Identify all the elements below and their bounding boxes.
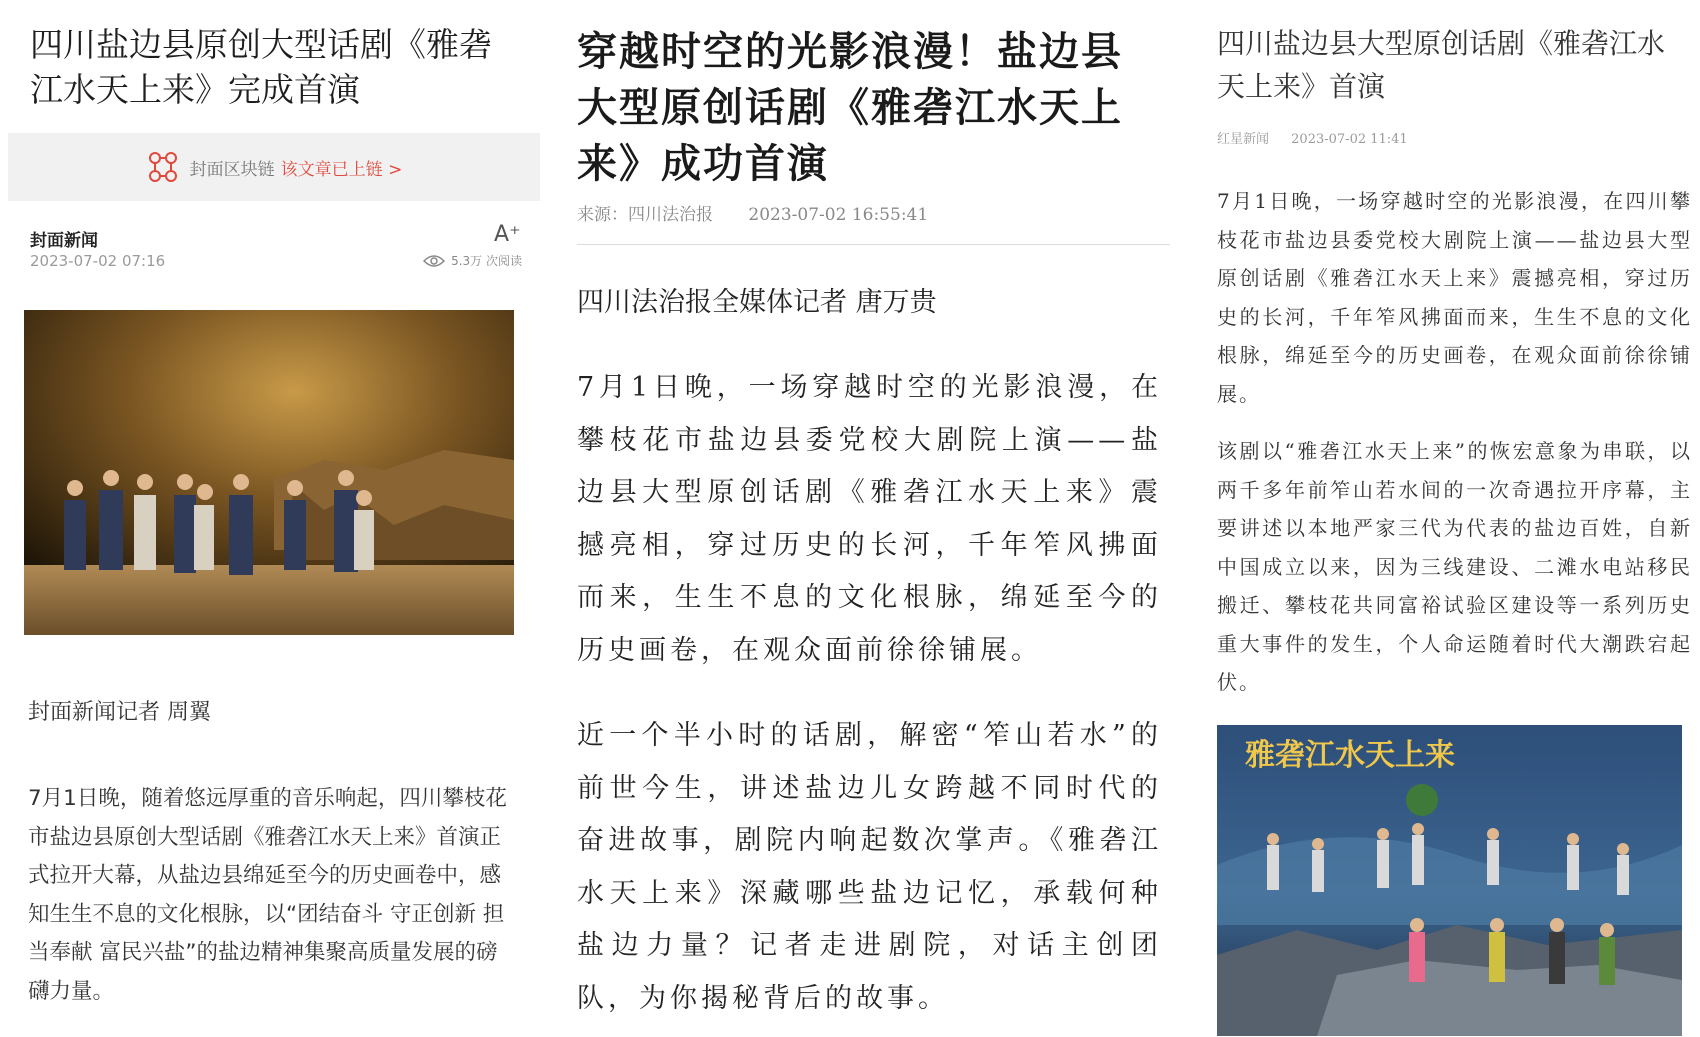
play-title-banner: 雅砻江水天上来 xyxy=(1245,738,1455,773)
article-title: 四川盐边县大型原创话剧《雅砻江水天上来》首演 xyxy=(1217,27,1666,103)
paragraph: 该剧以“雅砻江水天上来”的恢宏意象为串联，以两千多年前笮山若水间的一次奇遇拉开序幕，主要讲述以本地严家三代为代表的盐边百姓，自新中国成立以来，因为三线建设、二滩水电站移民搬迁、攀枝花共同富裕试验区建设等一系列历史重大事件的发生，个人命运随着时代大潮跌宕起伏。 xyxy=(1217,439,1692,694)
on-chain-link[interactable]: 该文章已上链 > xyxy=(280,159,403,180)
publish-time: 2023-07-02 11:41 xyxy=(1291,132,1408,147)
article-red-star-news xyxy=(1205,0,1700,1037)
source-name: 红星新闻 xyxy=(1217,132,1270,147)
stage-photo[interactable] xyxy=(24,310,514,635)
reporter-byline: 四川法治报全媒体记者 唐万贵 xyxy=(577,287,937,318)
article-meta xyxy=(577,200,928,225)
view-count-text: 5.3万 次阅读 xyxy=(451,254,522,268)
view-count xyxy=(423,252,522,269)
article-title: 四川盐边县原创大型话剧《雅砻江水天上来》完成首演 xyxy=(30,25,492,109)
blockchain-banner[interactable] xyxy=(8,133,540,201)
blockchain-label: 封面区块链 xyxy=(189,159,275,180)
paragraph: 7月1日晚，一场穿越时空的光影浪漫，在四川攀枝花市盐边县委党校大剧院上演——盐边县大型原创话剧《雅砻江水天上来》震撼亮相，穿过历史的长河，千年笮风拂面而来，生生不息的文化根脉，绵延至今的历史画卷，在观众面前徐徐铺展。 xyxy=(1217,189,1692,406)
paragraph: 7月1日晚，一场穿越时空的光影浪漫，在攀枝花市盐边县委党校大剧院上演——盐边县大型原创话剧《雅砻江水天上来》震撼亮相，穿过历史的长河，千年笮风拂面而来，生生不息的文化根脉，绵延至今的历史画卷，在观众面前徐徐铺展。 xyxy=(577,372,1162,666)
publish-time: 2023-07-02 07:16 xyxy=(30,252,166,270)
blockchain-icon xyxy=(146,150,180,184)
article-sichuan-legal-daily xyxy=(565,0,1170,1037)
source-name: 来源：四川法治报 xyxy=(577,205,713,225)
reporter-byline: 封面新闻记者 周翼 xyxy=(28,700,211,725)
stage-photo[interactable] xyxy=(1217,725,1682,1036)
article-body: 7月1日晚，随着悠远厚重的音乐响起，四川攀枝花市盐边县原创大型话剧《雅砻江水天上来》首演正式拉开大幕，从盐边县绵延至今的历史画卷中，感知生生不息的文化根脉，以“团结奋斗 守正创新 担当奉献 富民兴盐”的盐边精神集聚高质量发展的磅礴力量。 xyxy=(28,786,507,1004)
article-cover-news xyxy=(0,0,540,1037)
article-meta xyxy=(1217,128,1408,147)
article-title: 穿越时空的光影浪漫！盐边县大型原创话剧《雅砻江水天上来》成功首演 xyxy=(577,28,1123,187)
source-name: 封面新闻 xyxy=(30,231,98,251)
paragraph: 近一个半小时的话剧，解密“笮山若水”的前世今生，讲述盐边儿女跨越不同时代的奋进故事，剧院内响起数次掌声。《雅砻江水天上来》深藏哪些盐边记忆，承载何种盐边力量？记者走进剧院，对话主创团队，为你揭秘背后的故事。 xyxy=(577,720,1162,1014)
eye-icon xyxy=(423,254,445,268)
divider xyxy=(577,244,1170,245)
publish-time: 2023-07-02 16:55:41 xyxy=(748,205,929,225)
font-size-icon[interactable]: A⁺ xyxy=(494,222,521,247)
